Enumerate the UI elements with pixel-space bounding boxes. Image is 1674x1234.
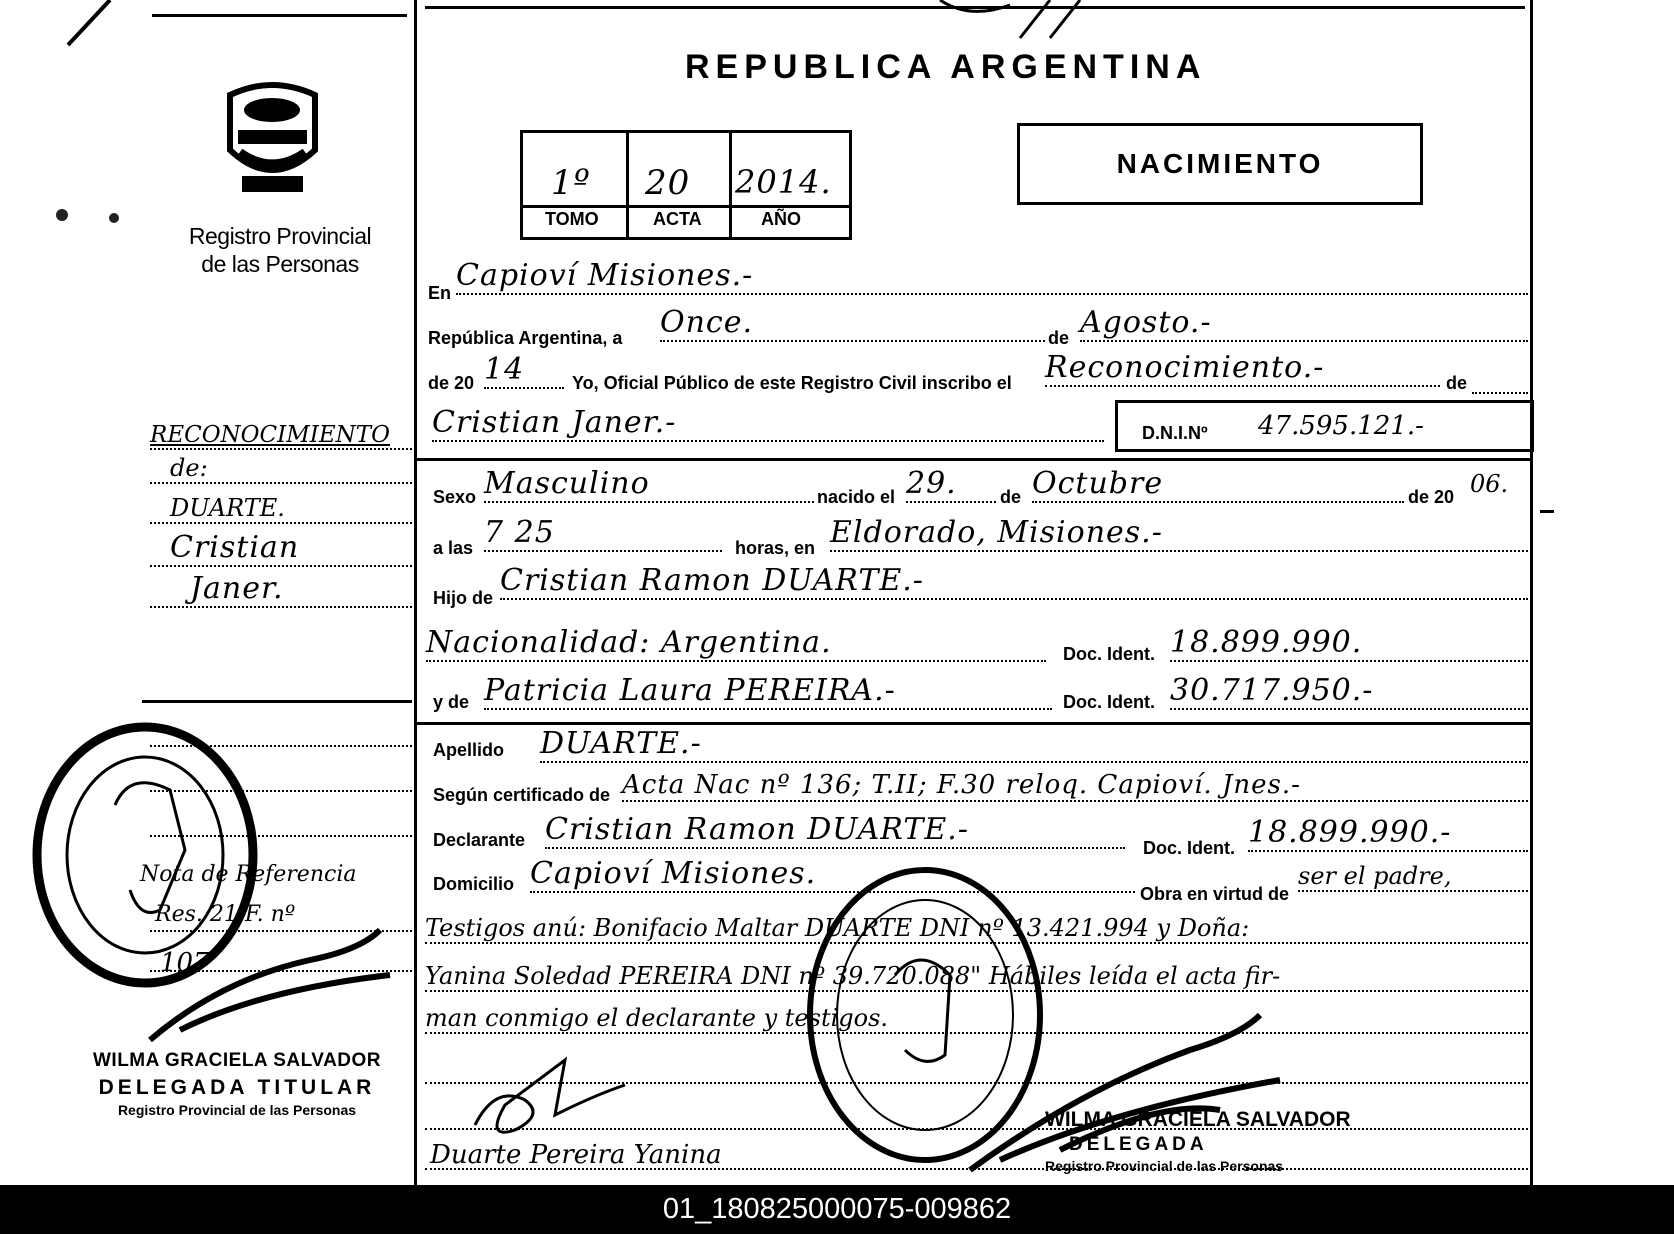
nacido-mes: Octubre bbox=[1032, 466, 1404, 503]
left-signature bbox=[140, 920, 400, 1050]
doc-ident-label-2: Doc. Ident. bbox=[1063, 692, 1156, 712]
left-official-registry: Registro Provincial de las Personas bbox=[117, 1102, 357, 1118]
madre-doc: 30.717.950.- bbox=[1170, 673, 1528, 710]
en-label: En bbox=[428, 283, 452, 303]
margin-note-line4: Cristian bbox=[150, 530, 412, 567]
margin-rule bbox=[142, 700, 412, 703]
provincial-emblem-icon bbox=[220, 80, 325, 200]
acta-value: 20 bbox=[645, 163, 691, 203]
left-official bbox=[72, 1050, 402, 1118]
doc-ident-label-3: Doc. Ident. bbox=[1143, 838, 1236, 858]
record-box bbox=[520, 130, 852, 240]
anio-value: 2014. bbox=[735, 163, 832, 201]
domicilio-label: Domicilio bbox=[433, 874, 515, 894]
form-right-border bbox=[1530, 0, 1533, 1185]
declarante-value: Cristian Ramon DUARTE.- bbox=[545, 812, 1125, 849]
margin-note-line1: RECONOCIMIENTO bbox=[150, 422, 412, 450]
hora-value: 7 25 bbox=[484, 515, 722, 552]
oficial-text: Yo, Oficial Público de este Registro Civil inscribo el bbox=[572, 373, 1012, 393]
year-value: 14 bbox=[484, 352, 564, 389]
section-rule-1 bbox=[416, 458, 1530, 461]
dni-box bbox=[1115, 400, 1534, 452]
apellido-value: DUARTE.- bbox=[540, 726, 1528, 763]
registry-name bbox=[160, 222, 400, 278]
certificado-value: Acta Nac nº 136; T.II; F.30 reloq. Capioví. Jnes.- bbox=[622, 770, 1528, 802]
alas-label: a las bbox=[433, 538, 474, 558]
nacido-year: 06. bbox=[1470, 470, 1509, 498]
margin-note-line5: Janer. bbox=[150, 571, 412, 608]
declarante-label: Declarante bbox=[433, 830, 526, 850]
registry-name-line1: Registro Provincial bbox=[188, 223, 372, 249]
margin-reference-3: 107 bbox=[160, 948, 210, 978]
inscribo-value: Reconocimiento.- bbox=[1045, 350, 1440, 387]
acta-label: ACTA bbox=[653, 209, 702, 229]
dni-label: D.N.I.Nº bbox=[1142, 423, 1208, 443]
right-official-title: DELEGADA bbox=[1069, 1134, 1208, 1155]
top-pen-stroke bbox=[60, 0, 120, 50]
obra-label: Obra en virtud de bbox=[1140, 884, 1290, 904]
document-id-footer bbox=[0, 1185, 1674, 1234]
form-left-border bbox=[414, 0, 417, 1185]
certificado-label: Según certificado de bbox=[433, 785, 611, 805]
margin-note-line2: de: bbox=[150, 454, 412, 484]
nacionalidad-value: Nacionalidad: Argentina. bbox=[426, 625, 1046, 662]
right-edge-mark bbox=[1540, 510, 1554, 513]
section-rule-2 bbox=[416, 722, 1530, 725]
tomo-label: TOMO bbox=[545, 209, 599, 229]
nacido-dia: 29. bbox=[906, 466, 996, 503]
hijo-label: Hijo de bbox=[433, 588, 494, 608]
domicilio-value: Capioví Misiones. bbox=[530, 856, 1135, 893]
yde-label: y de bbox=[433, 692, 470, 712]
obra-value: ser el padre, bbox=[1298, 862, 1528, 892]
testigos-line-3: man conmigo el declarante y testigos. bbox=[425, 1004, 1528, 1034]
declarante-doc: 18.899.990.- bbox=[1248, 815, 1528, 852]
margin-note bbox=[150, 422, 412, 608]
apellido-label: Apellido bbox=[433, 740, 504, 760]
doc-ident-label-1: Doc. Ident. bbox=[1063, 644, 1156, 664]
ink-spots bbox=[50, 205, 130, 230]
tomo-value: 1º bbox=[551, 163, 591, 203]
month-value: Agosto.- bbox=[1080, 305, 1528, 342]
nombre-value: Cristian Janer.- bbox=[432, 405, 1104, 442]
en-value: Capioví Misiones.- bbox=[456, 258, 1528, 295]
sexo-label: Sexo bbox=[433, 487, 477, 507]
padre-doc: 18.899.990. bbox=[1170, 625, 1528, 662]
top-left-rule bbox=[152, 14, 407, 17]
de-label-3: de bbox=[1000, 487, 1022, 507]
top-signature-scribble bbox=[930, 0, 1150, 40]
lugar-value: Eldorado, Misiones.- bbox=[830, 515, 1528, 552]
horas-en-label: horas, en bbox=[735, 538, 816, 558]
de20-label: de 20 bbox=[1408, 487, 1455, 507]
padre-value: Cristian Ramon DUARTE.- bbox=[500, 563, 1528, 600]
act-type-box bbox=[1017, 123, 1423, 205]
right-official bbox=[1045, 1108, 1375, 1174]
testigos-line-1: Testigos anú: Bonifacio Maltar DUARTE DNI nº 13.421.994 y Doña: bbox=[425, 914, 1528, 944]
de-label-2: de bbox=[1446, 373, 1468, 393]
dni-value: 47.595.121.- bbox=[1258, 411, 1424, 441]
sexo-value: Masculino bbox=[484, 466, 814, 503]
year-prefix-label: de 20 bbox=[428, 373, 475, 393]
anio-label: AÑO bbox=[761, 209, 801, 229]
declarante-signature bbox=[455, 1045, 635, 1145]
testigos-line-2: Yanina Soledad PEREIRA DNI nº 39.720.088" Hábiles leída el acta fir- bbox=[425, 962, 1528, 992]
de-label-1: de bbox=[1048, 328, 1070, 348]
left-official-name: WILMA GRACIELA SALVADOR bbox=[92, 1050, 382, 1071]
republica-label: República Argentina, a bbox=[428, 328, 623, 348]
nacido-label: nacido el bbox=[817, 487, 896, 507]
margin-reference-1: Nota de Referencia bbox=[140, 862, 357, 887]
right-official-registry: Registro Provincial de las Personas bbox=[1045, 1158, 1284, 1174]
document-id: 01_180825000075-009862 bbox=[662, 1193, 1012, 1225]
margin-reference-2: Res. 21 F. nº bbox=[155, 902, 296, 927]
witness-signatures: Duarte Pereira Yanina bbox=[430, 1140, 722, 1170]
country-title: REPUBLICA ARGENTINA bbox=[685, 48, 1207, 86]
right-official-name: WILMA GRACIELA SALVADOR bbox=[1045, 1108, 1351, 1131]
madre-value: Patricia Laura PEREIRA.- bbox=[484, 673, 1052, 710]
left-official-title: DELEGADA TITULAR bbox=[98, 1076, 376, 1099]
act-type: NACIMIENTO bbox=[1116, 148, 1324, 179]
margin-note-line3: DUARTE. bbox=[150, 494, 412, 524]
day-value: Once. bbox=[660, 305, 1045, 342]
registry-name-line2: de las Personas bbox=[201, 251, 359, 277]
